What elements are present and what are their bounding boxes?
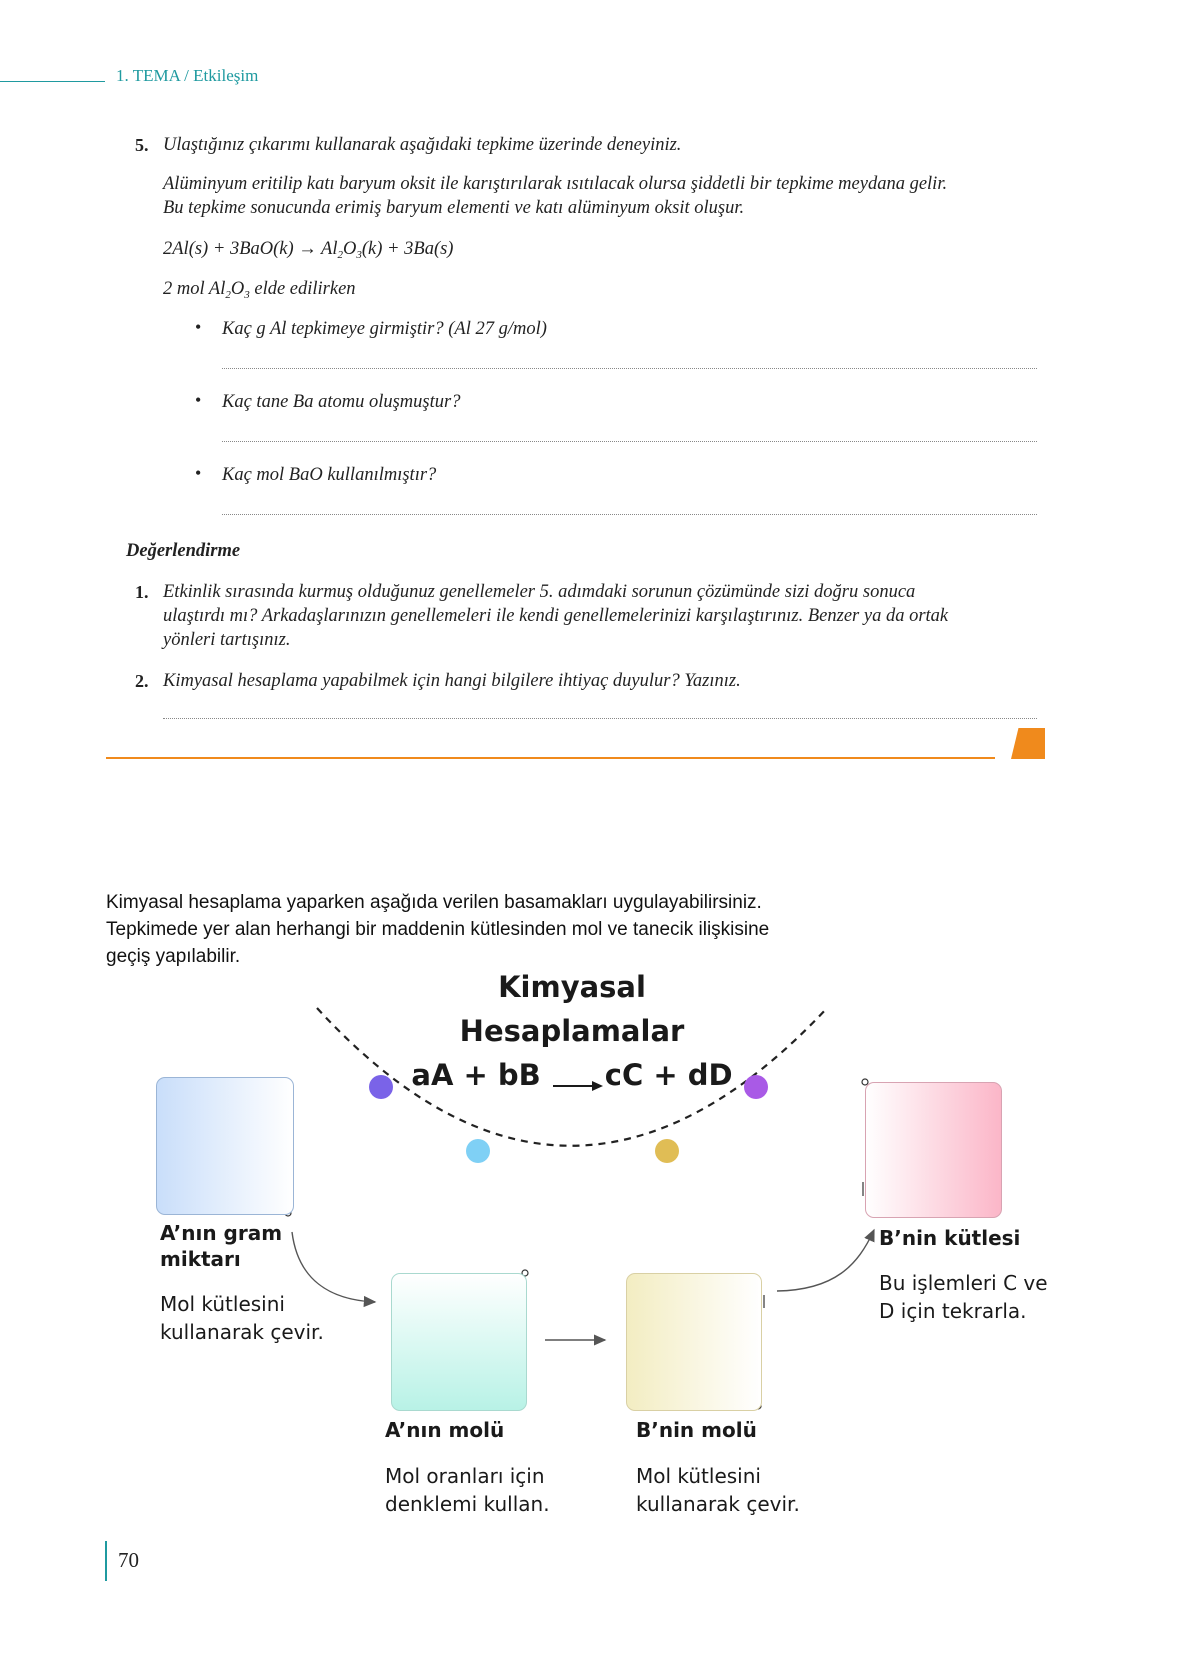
q5-prompt: Ulaştığınız çıkarımı kullanarak aşağıdaki tepkime üzerinde deneyiniz. [163, 135, 682, 155]
q5-bullet-3: Kaç mol BaO kullanılmıştır? [222, 465, 437, 485]
q5-bullet-1: Kaç g Al tepkimeye girmiştir? (Al 27 g/mol) [222, 319, 547, 339]
q5-para2: Bu tepkime sonucunda erimiş baryum elementi ve katı alüminyum oksit oluşur. [163, 198, 745, 218]
intro-line3: geçiş yapılabilir. [106, 946, 241, 967]
card-a-mass [156, 1077, 294, 1215]
dot-gold [655, 1139, 679, 1163]
step3-desc-line1: Mol kütlesini [636, 1464, 761, 1488]
q5-condition: 2 mol $Al_2O_3$ elde edilirken [163, 279, 356, 301]
eval-1-line1: Etkinlik sırasında kurmuş olduğunuz genellemeler 5. adımdaki sorunun çözümünde sizi doğru sonuca [163, 582, 916, 602]
bullet-symbol: • [195, 463, 202, 483]
page-number: 70 [118, 1548, 139, 1572]
arrow-1-to-2 [292, 1232, 375, 1302]
intro-line2: Tepkimede yer alan herhangi bir maddenin kütlesinden mol ve tanecik ilişkisine [106, 919, 770, 940]
step2-label: A’nın molü [385, 1418, 505, 1442]
step1-label-line1: A’nın gram [160, 1221, 283, 1245]
step4-label: B’nin kütlesi [879, 1226, 1021, 1250]
step1-desc-line1: Mol kütlesini [160, 1292, 285, 1316]
step2-desc-line2: denklemi kullan. [385, 1492, 550, 1516]
step1-label-line2: miktarı [160, 1247, 241, 1271]
q5-number: 5. [135, 135, 149, 155]
eval-2-line1: Kimyasal hesaplama yapabilmek için hangi bilgilere ihtiyaç duyulur? Yazınız. [163, 671, 741, 691]
eval-1-line2: ulaştırdı mı? Arkadaşlarınızın genellemeleri ile kendi genellemelerinizi karşılaştırınız. Benzer ya da ortak [163, 606, 949, 626]
card-a-mole [391, 1273, 527, 1411]
arrow-3-to-4 [777, 1230, 874, 1291]
card-b-mole [626, 1273, 762, 1411]
step3-label: B’nin molü [636, 1418, 757, 1442]
bullet-symbol: • [195, 390, 202, 410]
q5-para1: Alüminyum eritilip katı baryum oksit ile karıştırılarak ısıtılacak olursa şiddetli bir tepkime meydana gelir. [163, 174, 948, 194]
page-number-bar [105, 1541, 107, 1581]
eval-1-line3: yönleri tartışınız. [163, 630, 291, 650]
q5-equation: $2Al(s) + 3BaO(k) \to Al_2O_3(k) + 3Ba(s)$ [163, 239, 454, 261]
evaluation-title: Değerlendirme [126, 541, 241, 561]
eval-2-number: 2. [135, 671, 149, 691]
diagram-equation: aA + bB cC + dD [411, 1058, 733, 1092]
diagram-title-2: Hesaplamalar [459, 1014, 685, 1048]
step3-desc-line2: kullanarak çevir. [636, 1492, 800, 1516]
intro-line1: Kimyasal hesaplama yaparken aşağıda verilen basamakları uygulayabilirsiniz. [106, 892, 762, 913]
card-b-mass [865, 1082, 1002, 1218]
step4-desc-line2: D için tekrarla. [879, 1299, 1027, 1323]
diagram-title-1: Kimyasal [498, 970, 646, 1004]
step2-desc-line1: Mol oranları için [385, 1464, 545, 1488]
dot-cyan [466, 1139, 490, 1163]
header-title: 1. TEMA / Etkileşim [116, 66, 259, 85]
step4-desc-line1: Bu işlemleri C ve [879, 1271, 1048, 1295]
step1-desc-line2: kullanarak çevir. [160, 1320, 324, 1344]
eval-1-number: 1. [135, 582, 149, 602]
bullet-symbol: • [195, 317, 202, 337]
q5-bullet-2: Kaç tane Ba atomu oluşmuştur? [222, 392, 461, 412]
